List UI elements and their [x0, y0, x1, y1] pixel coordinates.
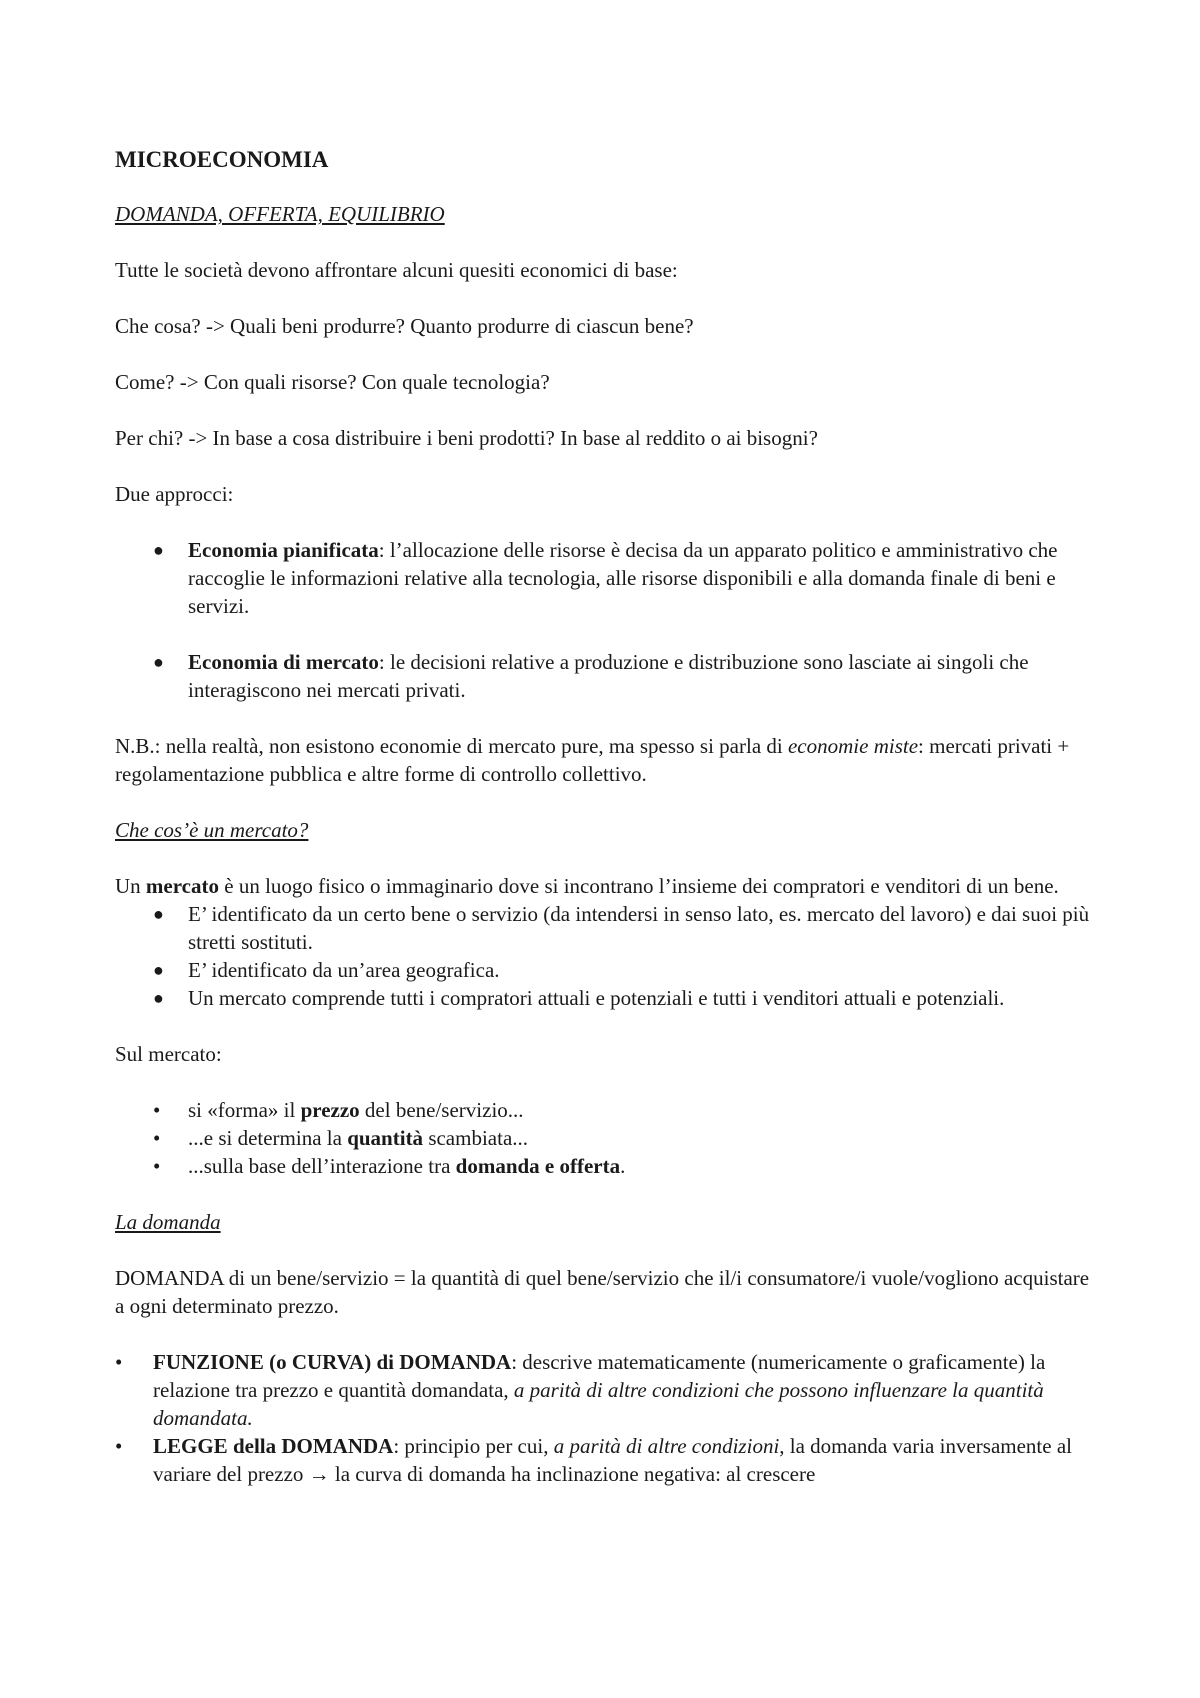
list-item: [115, 1432, 1095, 1488]
nb-paragraph: [115, 732, 1095, 788]
demand-law-term: LEGGE della DOMANDA: [153, 1434, 394, 1458]
demand-function-term: FUNZIONE (o CURVA) di DOMANDA: [153, 1350, 512, 1374]
bullet-icon: ●: [153, 988, 164, 1008]
market-point-text: Un mercato comprende tutti i compratori attuali e potenziali e tutti i venditori attuali e potenziali.: [188, 986, 1005, 1010]
on-market-text: scambiata...: [423, 1126, 529, 1150]
on-market-text: del bene/servizio...: [359, 1098, 524, 1122]
nb-text-end: : mercati privati + regolamentazione pubblica e altre forme di controllo collettivo.: [115, 734, 1070, 786]
on-market-text: .: [620, 1154, 626, 1178]
on-market-bold: prezzo: [300, 1098, 360, 1122]
on-market-text: ...sulla base dell’interazione tra: [188, 1154, 456, 1178]
term-planned-economy: Economia pianificata: [188, 538, 379, 562]
approaches-label: Due approcci:: [115, 482, 234, 506]
bullet-icon: ●: [153, 652, 164, 672]
market-economy-text: : le decisioni relative a produzione e distribuzione sono lasciate ai singoli che interagiscono nei mercati privati.: [188, 650, 1029, 702]
section-title: DOMANDA, OFFERTA, EQUILIBRIO: [115, 202, 445, 226]
nb-italic: economie miste: [787, 734, 919, 758]
demand-function-text: : descrive matematicamente (numericamente o graficamente) la relazione tra prezzo e quantità domandata,: [153, 1350, 1046, 1402]
document-content: [115, 146, 1095, 1488]
demand-definition: DOMANDA di un bene/servizio = la quantità di quel bene/servizio che il/i consumatore/i vuole/vogliono acquistare a ogni determinato prezzo.: [115, 1266, 1090, 1318]
on-market-text: si «forma» il: [188, 1098, 301, 1122]
list-item: [115, 1152, 1095, 1180]
list-item: [115, 956, 1095, 984]
bullet-icon: •: [153, 1126, 161, 1150]
bullet-icon: •: [115, 1434, 123, 1458]
intro-paragraph: Tutte le società devono affrontare alcuni quesiti economici di base:: [115, 258, 678, 282]
market-def-start: Un: [115, 874, 146, 898]
list-item: [115, 1348, 1095, 1432]
question-how: Come? -> Con quali risorse? Con quale tecnologia?: [115, 370, 550, 394]
on-market-label: Sul mercato:: [115, 1042, 222, 1066]
bullet-icon: ●: [153, 960, 164, 980]
market-point-text: E’ identificato da un’area geografica.: [188, 958, 500, 982]
on-market-list: [115, 1096, 1095, 1180]
demand-law-text: : principio per cui,: [393, 1434, 554, 1458]
bullet-icon: ●: [153, 540, 164, 560]
market-point-text: E’ identificato da un certo bene o servizio (da intendersi in senso lato, es. mercato del lavoro) e dai suoi più stretti sostituti.: [188, 902, 1090, 954]
list-item: [115, 984, 1095, 1012]
bullet-icon: •: [153, 1098, 161, 1122]
market-def-bold: mercato: [145, 874, 219, 898]
demand-points-list: [115, 1348, 1095, 1488]
bullet-icon: ●: [153, 904, 164, 924]
demand-heading: La domanda: [115, 1210, 221, 1234]
market-definition: [115, 872, 1095, 900]
list-item: [115, 900, 1095, 956]
list-item: [115, 1124, 1095, 1152]
list-item: [115, 1096, 1095, 1124]
on-market-text: ...e si determina la: [188, 1126, 348, 1150]
bullet-icon: •: [115, 1350, 123, 1374]
nb-text-start: N.B.: nella realtà, non esistono economie di mercato pure, ma spesso si parla di: [115, 734, 788, 758]
demand-law-italic: a parità di altre condizioni: [553, 1434, 780, 1458]
term-market-economy: Economia di mercato: [188, 650, 379, 674]
planned-economy-text: : l’allocazione delle risorse è decisa da un apparato politico e amministrativo che raccoglie le informazioni relative alla tecnologia, alle risorse disponibili e alla domanda finale di beni e servizi.: [188, 538, 1058, 618]
question-for-whom: Per chi? -> In base a cosa distribuire i beni prodotti? In base al reddito o ai bisogni?: [115, 426, 818, 450]
question-what: Che cosa? -> Quali beni produrre? Quanto produrre di ciascun bene?: [115, 314, 694, 338]
on-market-bold: quantità: [347, 1126, 424, 1150]
list-item: [115, 536, 1095, 620]
document-title: MICROECONOMIA: [115, 147, 329, 172]
market-points-list: [115, 900, 1095, 1012]
list-item: [115, 648, 1095, 704]
on-market-bold: domanda e offerta: [455, 1154, 621, 1178]
market-def-end: è un luogo fisico o immaginario dove si incontrano l’insieme dei compratori e venditori di un bene.: [219, 874, 1059, 898]
market-heading: Che cos’è un mercato?: [115, 818, 309, 842]
approaches-list: [115, 536, 1095, 704]
demand-law-after: , la domanda varia inversamente al variare del prezzo → la curva di domanda ha inclinazione negativa: al crescere: [153, 1434, 1072, 1486]
demand-function-italic: a parità di altre condizioni che possono influenzare la quantità domandata.: [153, 1378, 1044, 1430]
bullet-icon: •: [153, 1154, 161, 1178]
